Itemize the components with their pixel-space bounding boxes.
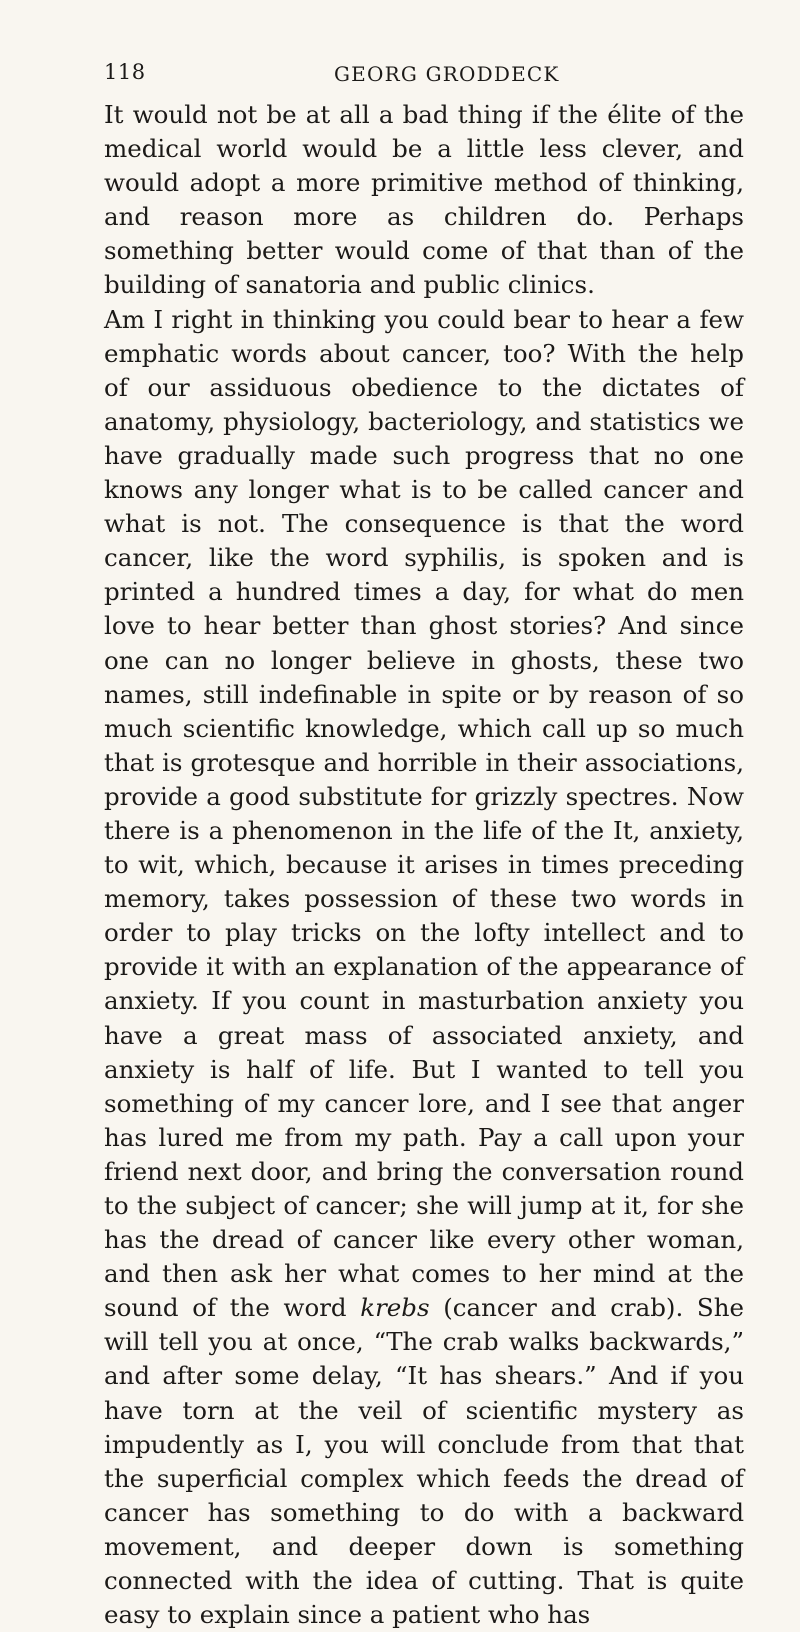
paragraph-1: It would not be at all a bad thing if the élite of the medical world would be a little less clever, and would adopt a more primitive method of thinking, and reason more as children do. Perhaps something better would come of that than of the building of sanatoria and public clinics. [104, 100, 744, 300]
running-head [104, 52, 744, 92]
body-text [104, 98, 744, 1632]
paragraph-2-part-2: (cancer and crab). She will tell you at once, “The crab walks backwards,” and after some delay, “It has shears.” And if you have torn at the veil of scientific mystery as impudently as I, you will conclude from that that the superficial complex which feeds the dread of cancer has something to do with a backward movement, and deeper down is something connected with the idea of cutting. That is quite easy to explain since a patient who has [104, 1293, 744, 1630]
author-name: GEORG GRODDECK [334, 62, 560, 86]
paragraph-2 [104, 303, 744, 1632]
paragraph-2-part-1: Am I right in thinking you could bear to hear a few emphatic words about cancer, too? With the help of our assiduous obedience to the dictates of anatomy, physiology, bacteriology, and statistics we have gradually made such progress that no one knows any longer what is to be called cancer and what is not. The consequence is that the word cancer, like the word syphilis, is spoken and is printed a hundred times a day, for what do men love to hear better than ghost stories? And since one can no longer believe in ghosts, these two names, still indefinable in spite or by reason of so much scientific knowledge, which call up so much that is grotesque and horrible in their associations, provide a good substitute for grizzly spectres. Now there is a phenomenon in the life of the It, anxiety, to wit, which, because it arises in times preceding memory, takes possession of these two words in order to play tricks on the lofty intellect and to provide it with an explanation of the appearance of anxiety. If you count in masturbation anxiety you have a great mass of associated anxiety, and anxiety is half of life. But I wanted to tell you something of my cancer lore, and I see that anger has lured me from my path. Pay a call upon your friend next door, and bring the conversation round to the subject of cancer; she will jump at it, for she has the dread of cancer like every other woman, and then ask her what comes to her mind at the sound of the word [104, 304, 744, 1323]
italic-term: krebs [360, 1293, 430, 1323]
page-number: 118 [104, 60, 146, 84]
